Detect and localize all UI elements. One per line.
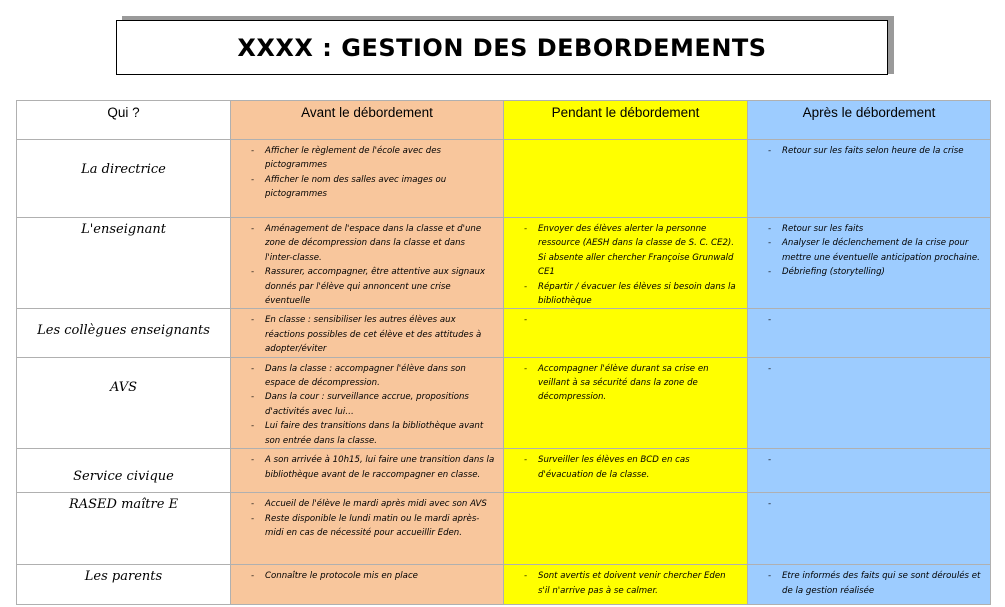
cell-apres	[748, 218, 991, 309]
cell-apres	[748, 493, 991, 565]
bullet-item: - Sont avertis et doivent venir chercher Eden s'il n'arrive pas à se calmer.	[504, 569, 739, 598]
bullet-item: - Reste disponible le lundi matin ou le mardi après-midi en cas de nécessité pour accueillir Eden.	[231, 512, 495, 541]
row-who-label: RASED maître E	[68, 497, 179, 513]
bullet-item: - Répartir / évacuer les élèves si besoin dans la bibliothèque	[504, 280, 739, 309]
header-pendant: Pendant le débordement	[504, 101, 748, 140]
title-box	[116, 20, 888, 75]
cell-avant	[231, 309, 504, 357]
bullet-list	[748, 358, 990, 362]
bullet-item: - Retour sur les faits	[748, 222, 982, 236]
bullet-item: - Accompagner l'élève durant sa crise en veillant à sa sécurité dans la zone de décompression.	[504, 362, 739, 405]
bullet-list	[231, 358, 503, 448]
bullet-list	[231, 565, 503, 583]
cell-avant	[231, 140, 504, 218]
bullet-list	[748, 309, 990, 313]
bullet-list	[504, 493, 747, 497]
table-row	[17, 309, 991, 357]
cell-avant	[231, 218, 504, 309]
row-who-cell	[17, 218, 231, 309]
bullet-list	[231, 218, 503, 308]
cell-apres	[748, 140, 991, 218]
bullet-list	[504, 358, 747, 405]
cell-pendant	[504, 449, 748, 493]
bullet-item: - Surveiller les élèves en BCD en cas d'évacuation de la classe.	[504, 453, 739, 482]
cell-avant	[231, 493, 504, 565]
row-who-label: AVS	[109, 379, 138, 395]
bullet-list	[504, 565, 747, 598]
row-who-label: L'enseignant	[81, 222, 166, 237]
row-who-cell	[17, 449, 231, 493]
header-qui: Qui ?	[17, 101, 231, 140]
bullet-list	[748, 493, 990, 497]
bullet-list	[504, 218, 747, 308]
cell-apres	[748, 309, 991, 357]
cell-apres	[748, 357, 991, 448]
row-who-cell	[17, 357, 231, 448]
bullet-list	[504, 449, 747, 482]
bullet-list	[231, 140, 503, 202]
row-who-cell	[17, 309, 231, 357]
bullet-item: - Aménagement de l'espace dans la classe et d'une zone de décompression dans la classe et dans l'inter-classe.	[231, 222, 495, 265]
row-who-label: La directrice	[81, 162, 166, 177]
bullet-list	[504, 140, 747, 144]
table-row	[17, 449, 991, 493]
header-apres: Après le débordement	[748, 101, 991, 140]
cell-pendant	[504, 218, 748, 309]
cell-pendant	[504, 309, 748, 357]
bullet-list	[504, 309, 747, 313]
table-row	[17, 218, 991, 309]
row-who-label: Les parents	[84, 569, 163, 585]
cell-avant	[231, 357, 504, 448]
cell-pendant	[504, 565, 748, 605]
bullet-item: - Etre informés des faits qui se sont déroulés et de la gestion réalisée	[748, 569, 982, 598]
cell-apres	[748, 565, 991, 605]
cell-pendant	[504, 493, 748, 565]
header-avant: Avant le débordement	[231, 101, 504, 140]
bullet-item: - A son arrivée à 10h15, lui faire une transition dans la bibliothèque avant de le raccompagner en classe.	[231, 453, 495, 482]
bullet-item: - Afficher le règlement de l'école avec des pictogrammes	[231, 144, 495, 173]
bullet-item: - Retour sur les faits selon heure de la crise	[748, 144, 982, 158]
table-row	[17, 357, 991, 448]
bullet-list	[231, 449, 503, 482]
bullet-item: - Lui faire des transitions dans la bibliothèque avant son entrée dans la classe.	[231, 419, 495, 448]
bullet-list	[231, 309, 503, 356]
table-row	[17, 565, 991, 605]
table-row	[17, 140, 991, 218]
cell-apres	[748, 449, 991, 493]
table-body	[17, 140, 991, 605]
bullet-list	[748, 218, 990, 280]
table-row	[17, 493, 991, 565]
row-who-cell	[17, 140, 231, 218]
cell-pendant	[504, 357, 748, 448]
cell-avant	[231, 449, 504, 493]
bullet-item: - En classe : sensibiliser les autres élèves aux réactions possibles de cet élève et des attitudes à adopter/éviter	[231, 313, 495, 356]
bullet-item: - Rassurer, accompagner, être attentive aux signaux donnés par l'élève qui annoncent une crise éventuelle	[231, 265, 495, 308]
page-title: XXXX : GESTION DES DEBORDEMENTS	[237, 33, 767, 62]
bullet-item: - Analyser le déclenchement de la crise pour mettre une éventuelle anticipation prochaine.	[748, 236, 982, 265]
bullet-item: - Dans la classe : accompagner l'élève dans son espace de décompression.	[231, 362, 495, 391]
row-who-cell	[17, 565, 231, 605]
bullet-list	[748, 565, 990, 598]
bullet-item: - Afficher le nom des salles avec images ou pictogrammes	[231, 173, 495, 202]
bullet-list	[748, 449, 990, 453]
bullet-item: - Envoyer des élèves alerter la personne ressource (AESH dans la classe de S. C. CE2). Si absente aller chercher Françoise Grunwald CE1	[504, 222, 739, 280]
cell-pendant	[504, 140, 748, 218]
row-who-cell	[17, 493, 231, 565]
debordement-table	[16, 100, 991, 605]
bullet-list	[231, 493, 503, 540]
header-row	[17, 101, 991, 140]
bullet-item: - Accueil de l'élève le mardi après midi avec son AVS	[231, 497, 495, 511]
cell-avant	[231, 565, 504, 605]
bullet-list	[748, 140, 990, 158]
row-who-label: Service civique	[73, 469, 174, 485]
bullet-item: - Débriefing (storytelling)	[748, 265, 982, 279]
row-who-label: Les collègues enseignants	[37, 323, 210, 339]
bullet-item: - Connaître le protocole mis en place	[231, 569, 495, 583]
bullet-item: - Dans la cour : surveillance accrue, propositions d'activités avec lui…	[231, 390, 495, 419]
